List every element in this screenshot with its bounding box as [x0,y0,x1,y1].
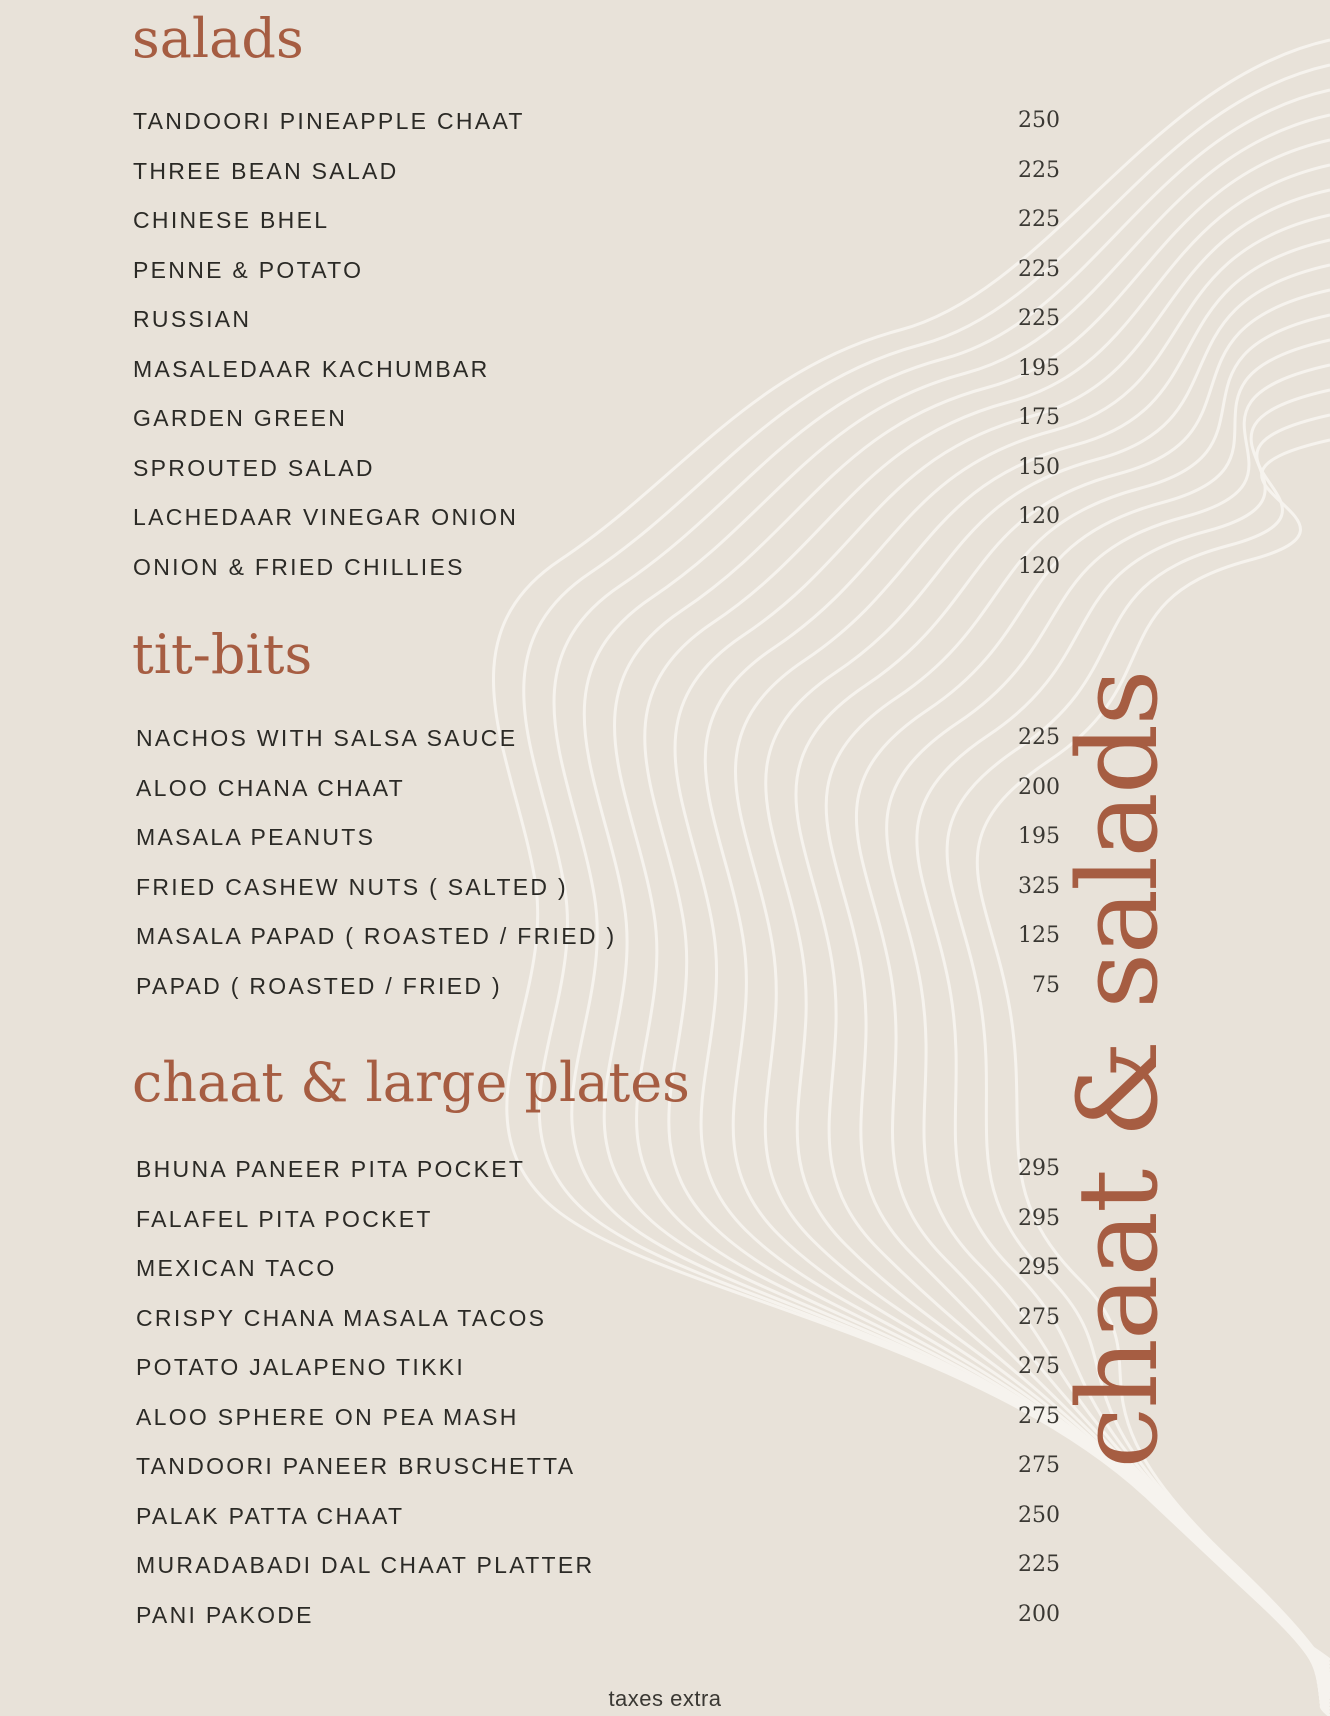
menu-item-price: 295 [1018,1156,1060,1181]
menu-item-price: 175 [1018,405,1060,430]
menu-item [0,1257,1060,1307]
menu-item-price: 200 [1018,774,1060,800]
menu-item-name: FALAFEL PITA POCKET [136,1205,433,1232]
menu-list-salads [0,110,1060,605]
menu-item-price: 225 [1018,306,1060,331]
menu-item-price: 295 [1018,1255,1060,1280]
menu-item [0,1502,1060,1555]
menu-item [0,774,1060,827]
section-title-tit-bits: tit-bits [132,623,313,686]
menu-item [0,1403,1060,1456]
menu-item [0,873,1060,926]
menu-item [0,209,1060,259]
menu-item [0,1304,1060,1357]
menu-item-name: RUSSIAN [133,306,252,332]
menu-item-name: MASALA PAPAD ( ROASTED / FRIED ) [136,923,617,949]
menu-item-price: 225 [1018,207,1060,232]
menu-item-price: 225 [1018,725,1060,750]
menu-item-name: PENNE & POTATO [133,256,364,283]
menu-item [0,826,1060,876]
menu-item [0,972,1060,1025]
vertical-page-title: chaat & salads [1054,671,1182,1469]
menu-item [0,157,1060,210]
menu-item-name: TANDOORI PINEAPPLE CHAAT [133,108,525,134]
menu-item-price: 125 [1018,923,1060,948]
menu-item-name: CRISPY CHANA MASALA TACOS [136,1304,547,1331]
menu-item-price: 250 [1018,108,1060,133]
menu-item-name: NACHOS WITH SALSA SAUCE [136,725,518,751]
menu-item-price: 275 [1018,1403,1060,1429]
menu-item-name: BHUNA PANEER PITA POCKET [136,1156,526,1182]
menu-item-price: 325 [1018,873,1060,899]
menu-item-price: 275 [1018,1453,1060,1478]
menu-item-name: ONION & FRIED CHILLIES [133,553,465,580]
menu-item [0,727,1060,777]
menu-item [0,925,1060,975]
menu-item-name: CHINESE BHEL [133,207,330,233]
menu-item-name: FRIED CASHEW NUTS ( SALTED ) [136,873,568,900]
menu-item [0,1601,1060,1654]
menu-item-name: LACHEDAAR VINEGAR ONION [133,504,519,530]
menu-item-price: 195 [1018,355,1060,381]
menu-item [0,553,1060,606]
taxes-note: taxes extra [608,1686,722,1711]
menu-item-price: 275 [1018,1304,1060,1330]
menu-item-name: MASALEDAAR KACHUMBAR [133,355,490,382]
menu-item-price: 225 [1018,157,1060,183]
menu-item-name: MURADABADI DAL CHAAT PLATTER [136,1552,595,1578]
menu-list-chaat-large-plates [0,1158,1060,1653]
menu-item [0,355,1060,408]
menu-item-price: 250 [1018,1502,1060,1528]
menu-item [0,1356,1060,1406]
menu-item-name: POTATO JALAPENO TIKKI [136,1354,466,1380]
menu-item-name: TANDOORI PANEER BRUSCHETTA [136,1453,576,1479]
menu-item-name: PALAK PATTA CHAAT [136,1502,405,1529]
menu-item-name: THREE BEAN SALAD [133,157,399,184]
menu-item-name: ALOO SPHERE ON PEA MASH [136,1403,519,1430]
menu-item-price: 200 [1018,1601,1060,1627]
section-title-chaat-large-plates: chaat & large plates [132,1051,690,1114]
menu-item-price: 195 [1018,824,1060,849]
menu-item-price: 120 [1018,504,1060,529]
section-title-salads: salads [132,7,304,70]
menu-item-price: 120 [1018,553,1060,579]
menu-item [0,256,1060,309]
menu-item-name: PANI PAKODE [136,1601,314,1628]
menu-item [0,454,1060,507]
menu-item [0,407,1060,457]
menu-item-name: PAPAD ( ROASTED / FRIED ) [136,972,502,999]
menu-item-price: 225 [1018,256,1060,282]
menu-item [0,1455,1060,1505]
menu-item-price: 150 [1018,454,1060,480]
menu-item [0,308,1060,358]
menu-item [0,110,1060,160]
menu-item [0,1554,1060,1604]
menu-item-name: MEXICAN TACO [136,1255,337,1281]
menu-item-price: 225 [1018,1552,1060,1577]
menu-item [0,1205,1060,1258]
menu-item-price: 275 [1018,1354,1060,1379]
menu-item-name: MASALA PEANUTS [136,824,376,850]
menu-item-price: 295 [1018,1205,1060,1231]
menu-item [0,1158,1060,1208]
menu-item-name: GARDEN GREEN [133,405,348,431]
menu-item-name: ALOO CHANA CHAAT [136,774,405,801]
menu-item-price: 75 [1032,972,1060,998]
menu-item [0,506,1060,556]
menu-item-name: SPROUTED SALAD [133,454,375,481]
menu-list-tit-bits [0,727,1060,1024]
